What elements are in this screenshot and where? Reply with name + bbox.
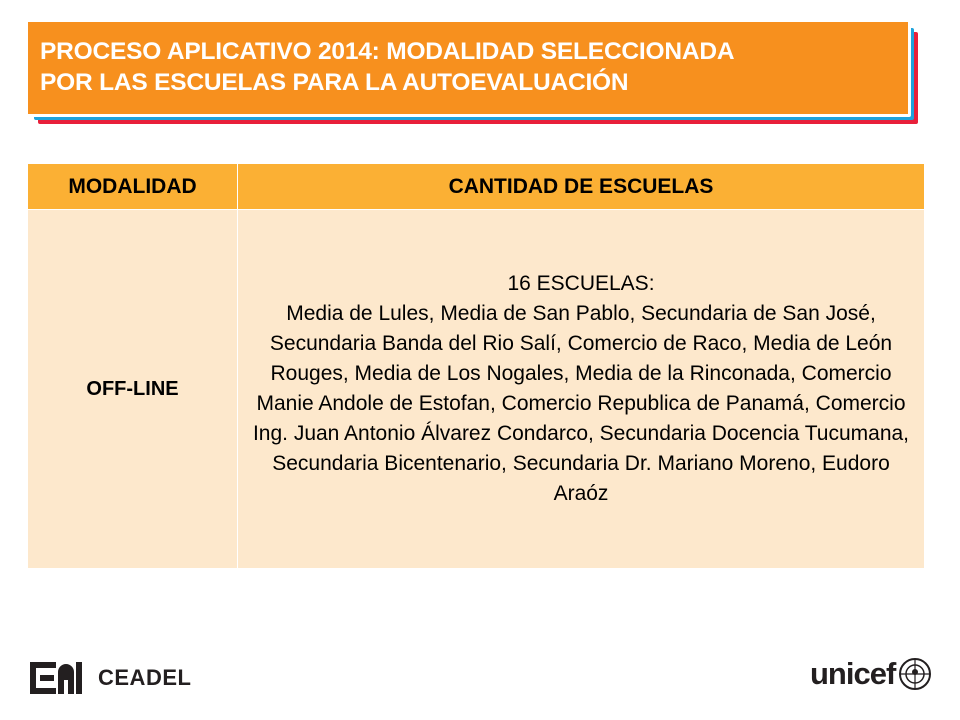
title-banner bbox=[28, 22, 920, 126]
cell-modalidad: OFF-LINE bbox=[28, 210, 238, 569]
cell-cantidad bbox=[238, 210, 925, 569]
header-modalidad: MODALIDAD bbox=[28, 164, 238, 210]
schools-table bbox=[27, 163, 925, 569]
ceadel-text: CEADEL bbox=[98, 665, 192, 690]
unicef-emblem-icon bbox=[898, 657, 932, 691]
table-header-row bbox=[28, 164, 925, 210]
ceadel-logo bbox=[28, 656, 191, 700]
title-line-1: PROCESO APLICATIVO 2014: MODALIDAD SELECCIONADA bbox=[40, 38, 735, 65]
unicef-logo bbox=[810, 652, 932, 696]
title-line-2: POR LAS ESCUELAS PARA LA AUTOEVALUACIÓN bbox=[40, 69, 629, 96]
page-title bbox=[28, 22, 908, 114]
unicef-text: unicef bbox=[810, 656, 896, 691]
school-count: 16 ESCUELAS: bbox=[507, 272, 655, 295]
ceadel-emblem-icon bbox=[28, 658, 86, 698]
school-list: Media de Lules, Media de San Pablo, Secundaria de San José, Secundaria Banda del Rio Salí, Comercio de Raco, Media de León Rouges, Media de Los Nogales, Media de la Rinconada, Comercio Manie Andole de Estofan, Comercio Republica de Panamá, Comercio Ing. Juan Antonio Álvarez Condarco, Secundaria Docencia Tucumana, Secundaria Bicentenario, Secundaria Dr. Mariano Moreno, Eudoro Araóz bbox=[252, 302, 910, 505]
table-row bbox=[28, 210, 925, 569]
header-cantidad: CANTIDAD DE ESCUELAS bbox=[238, 164, 925, 210]
